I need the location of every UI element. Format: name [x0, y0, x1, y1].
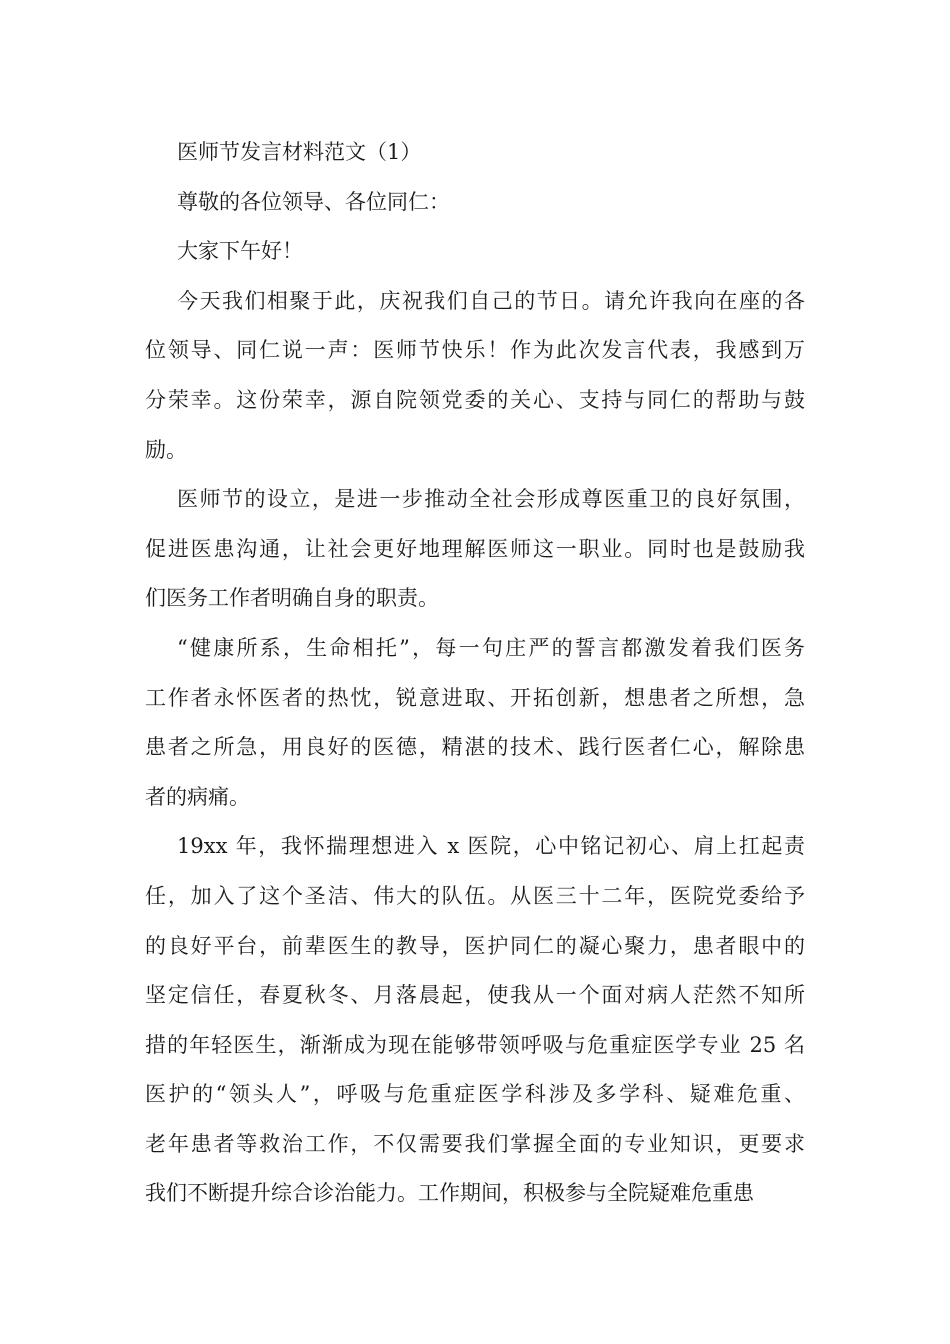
text-line: 19xx 年，我怀揣理想进入 x 医院，心中铭记初心、肩上扛起责 — [177, 834, 805, 859]
text-line: 促进医患沟通，让社会更好地理解医师这一职业。同时也是鼓励我 — [145, 536, 805, 561]
text-line: 励。 — [145, 437, 187, 462]
text-line: 位领导、同仁说一声：医师节快乐！作为此次发言代表，我感到万 — [145, 338, 805, 363]
text-line: 医护的“领头人”，呼吸与危重症医学科涉及多学科、疑难危重、 — [145, 1082, 805, 1107]
text-line: 患者之所急，用良好的医德，精湛的技术、践行医者仁心，解除患 — [145, 735, 805, 760]
text-line: 尊敬的各位领导、各位同仁： — [177, 189, 450, 214]
text-line: 我们不断提升综合诊治能力。工作期间，积极参与全院疑难危重患 — [145, 1181, 754, 1206]
document-body — [145, 128, 805, 1219]
text-line: 措的年轻医生，渐渐成为现在能够带领呼吸与危重症医学专业 25 名 — [145, 1032, 805, 1057]
text-line: 工作者永怀医者的热忱，锐意进取、开拓创新，想患者之所想，急 — [145, 685, 805, 710]
text-line: 坚定信任，春夏秋冬、月落晨起，使我从一个面对病人茫然不知所 — [145, 983, 805, 1008]
text-line: 者的病痛。 — [145, 784, 250, 809]
text-line: 医师节发言材料范文（1） — [177, 140, 422, 164]
text-line: 任，加入了这个圣洁、伟大的队伍。从医三十二年，医院党委给予 — [145, 883, 805, 908]
text-line: 医师节的设立，是进一步推动全社会形成尊医重卫的良好氛围， — [177, 487, 805, 512]
text-line: 老年患者等救治工作，不仅需要我们掌握全面的专业知识，更要求 — [145, 1131, 805, 1156]
text-line: 的良好平台，前辈医生的教导，医护同仁的凝心聚力，患者眼中的 — [145, 933, 805, 958]
paragraph-p3 — [145, 624, 805, 822]
paragraph-p2 — [145, 475, 805, 624]
paragraph-greeting — [145, 227, 805, 277]
paragraph-title — [145, 128, 805, 178]
paragraph-salutation — [145, 178, 805, 228]
text-line: 大家下午好！ — [177, 239, 303, 264]
text-line: 分荣幸。这份荣幸，源自院领党委的关心、支持与同仁的帮助与鼓 — [145, 387, 805, 412]
text-line: “健康所系，生命相托”，每一句庄严的誓言都激发着我们医务 — [177, 635, 805, 660]
paragraph-p1 — [145, 277, 805, 475]
paragraph-p4 — [145, 822, 805, 1219]
text-line: 们医务工作者明确自身的职责。 — [145, 586, 439, 611]
text-line: 今天我们相聚于此，庆祝我们自己的节日。请允许我向在座的各 — [177, 288, 805, 313]
